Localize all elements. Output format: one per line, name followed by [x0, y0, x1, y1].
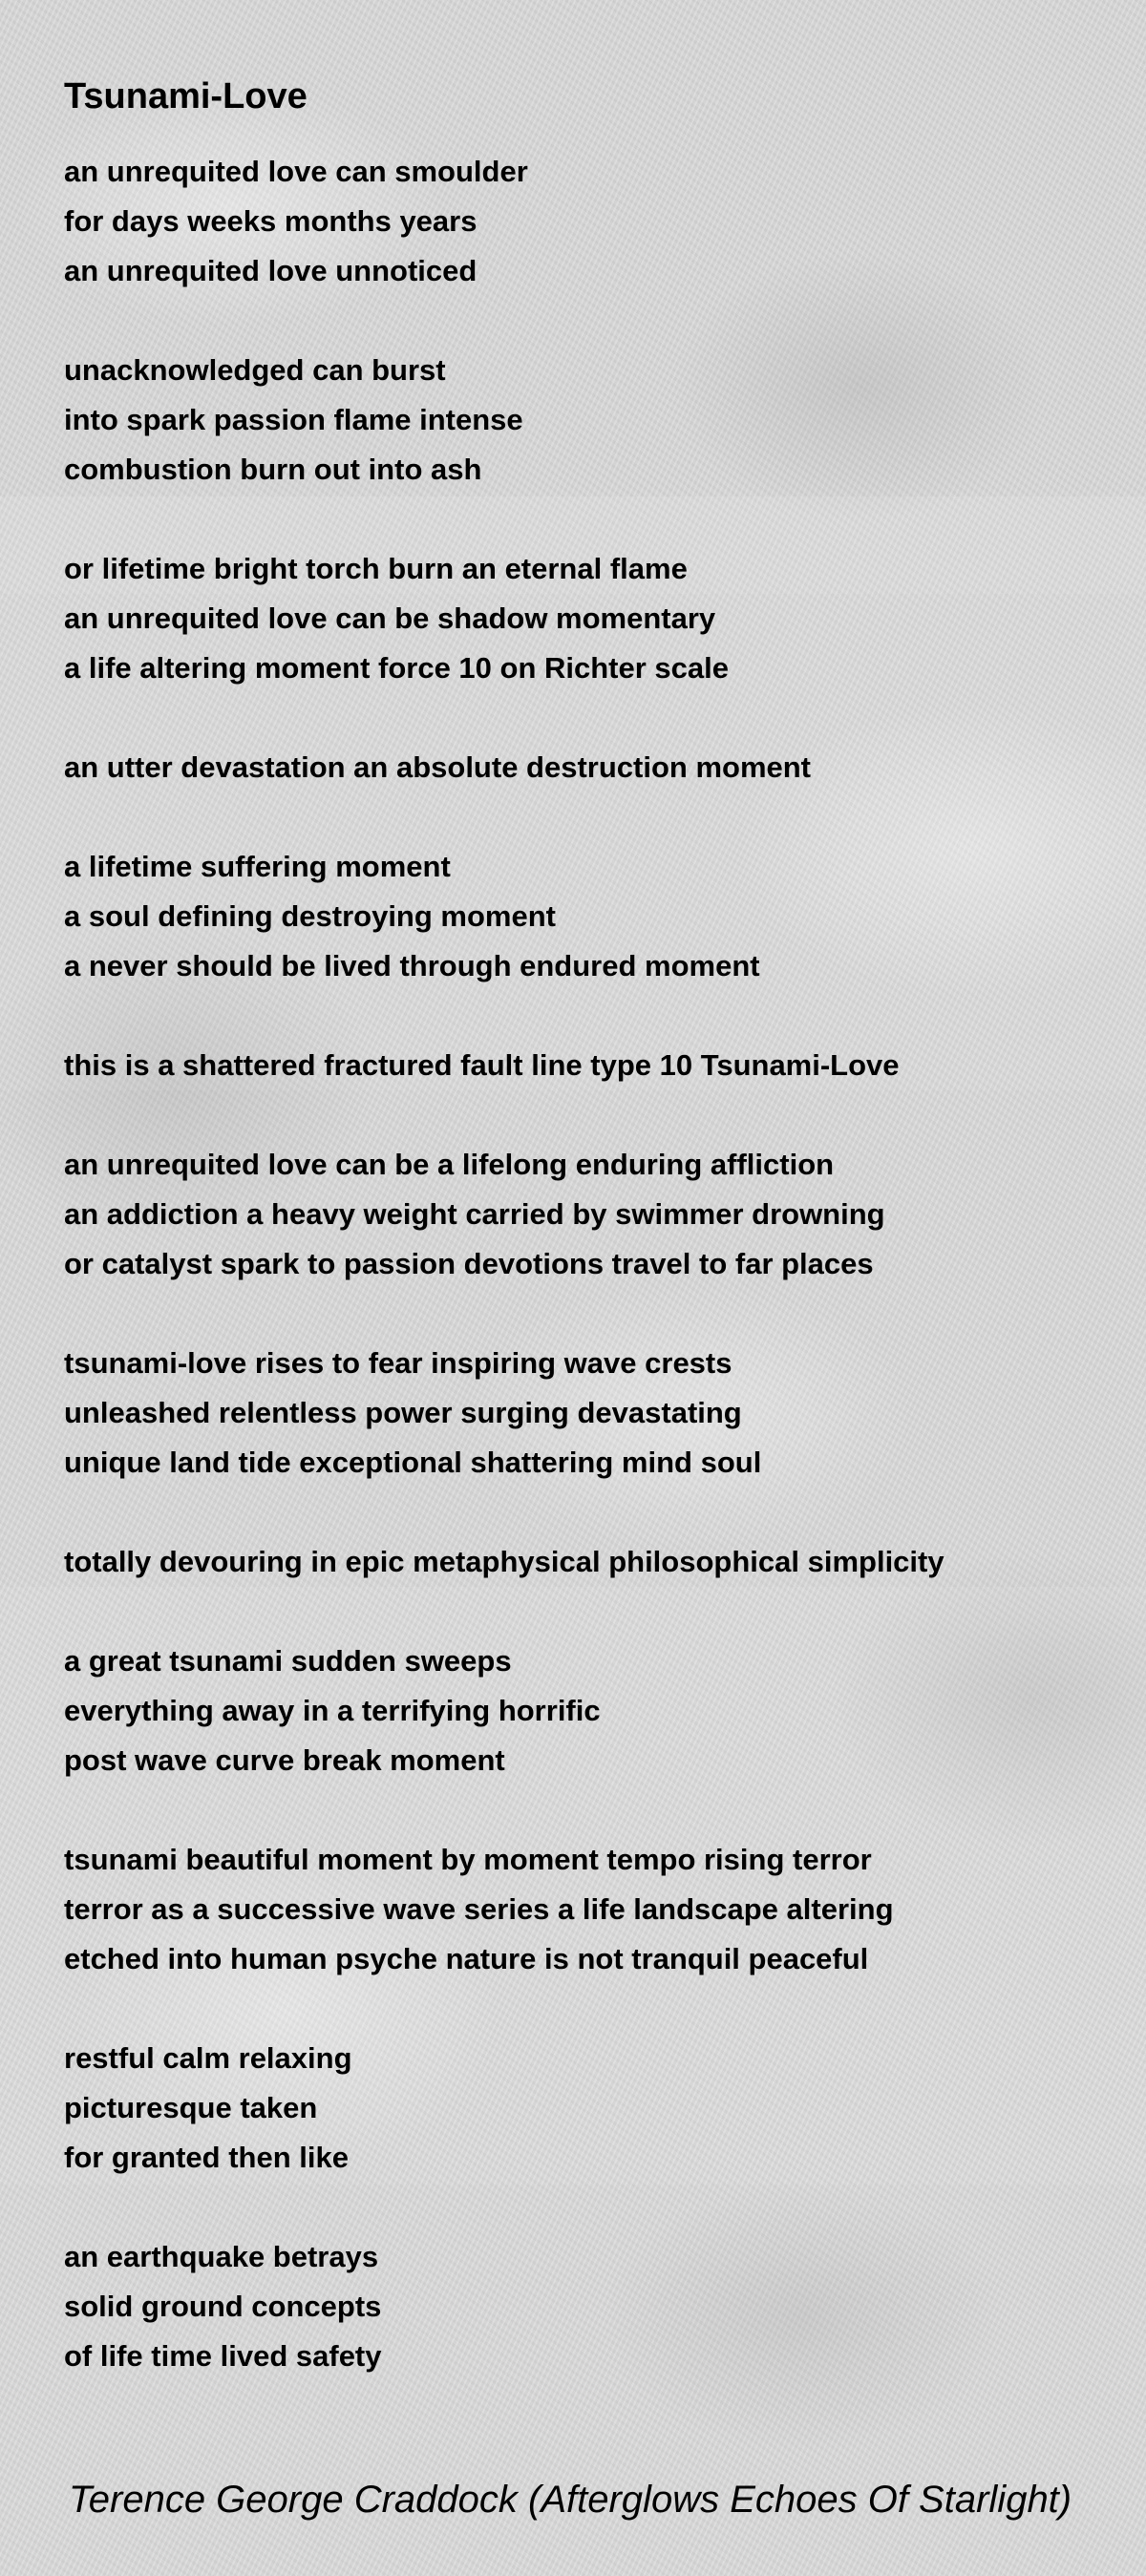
stanza [64, 1140, 944, 1289]
poem-line: a lifetime suffering moment [64, 850, 451, 883]
stanza [64, 1835, 944, 1984]
poem-line: totally devouring in epic metaphysical philosophical simplicity [64, 1545, 944, 1578]
poem-line: for days weeks months years [64, 204, 478, 238]
stanza [64, 2232, 944, 2381]
poem-line: unleashed relentless power surging devastating [64, 1396, 742, 1429]
poem-line: this is a shattered fractured fault line type 10 Tsunami-Love [64, 1048, 900, 1082]
poem-line: or catalyst spark to passion devotions travel to far places [64, 1247, 874, 1280]
poem-title: Tsunami-Love [64, 76, 308, 117]
poem-line: an unrequited love can smoulder [64, 155, 528, 188]
poem-line: an unrequited love can be shadow momentary [64, 602, 716, 635]
stanza [64, 842, 944, 991]
poem-line: tsunami-love rises to fear inspiring wave crests [64, 1346, 732, 1380]
stanza [64, 2034, 944, 2183]
poem-line: etched into human psyche nature is not tranquil peaceful [64, 1942, 869, 1975]
stanza [64, 544, 944, 693]
poem-line: an addiction a heavy weight carried by swimmer drowning [64, 1197, 885, 1231]
stanza [64, 147, 944, 296]
poem-line: a life altering moment force 10 on Richter scale [64, 651, 730, 685]
poem-line: tsunami beautiful moment by moment tempo rising terror [64, 1843, 872, 1876]
stanza [64, 1339, 944, 1488]
poem-line: post wave curve break moment [64, 1743, 505, 1777]
stanza [64, 743, 944, 792]
stanza [64, 1041, 944, 1090]
poem-line: an unrequited love can be a lifelong enduring affliction [64, 1148, 835, 1181]
poem-line: for granted then like [64, 2141, 349, 2174]
poem-line: an utter devastation an absolute destruction moment [64, 750, 812, 784]
poem-line: a great tsunami sudden sweeps [64, 1644, 512, 1678]
poem-line: restful calm relaxing [64, 2041, 352, 2075]
poem-line: an earthquake betrays [64, 2240, 379, 2273]
poem-line: into spark passion flame intense [64, 403, 523, 436]
poem-line: combustion burn out into ash [64, 453, 482, 486]
poem-line: an unrequited love unnoticed [64, 254, 478, 287]
poem-line: terror as a successive wave series a life landscape altering [64, 1892, 894, 1926]
poem-body [64, 147, 944, 2431]
stanza [64, 1636, 944, 1785]
poem-line: of life time lived safety [64, 2339, 382, 2373]
poem-line: or lifetime bright torch burn an eternal flame [64, 552, 688, 585]
poem-line: unique land tide exceptional shattering mind soul [64, 1446, 762, 1479]
poem-line: picturesque taken [64, 2091, 318, 2124]
poem-line: a soul defining destroying moment [64, 899, 556, 933]
poem-line: unacknowledged can burst [64, 353, 446, 387]
poem-line: solid ground concepts [64, 2290, 382, 2323]
author-attribution: Terence George Craddock (Afterglows Echoes Of Starlight) [69, 2479, 1072, 2521]
stanza [64, 346, 944, 495]
stanza [64, 1537, 944, 1587]
poem-line: everything away in a terrifying horrific [64, 1694, 601, 1727]
poem-line: a never should be lived through endured moment [64, 949, 760, 982]
